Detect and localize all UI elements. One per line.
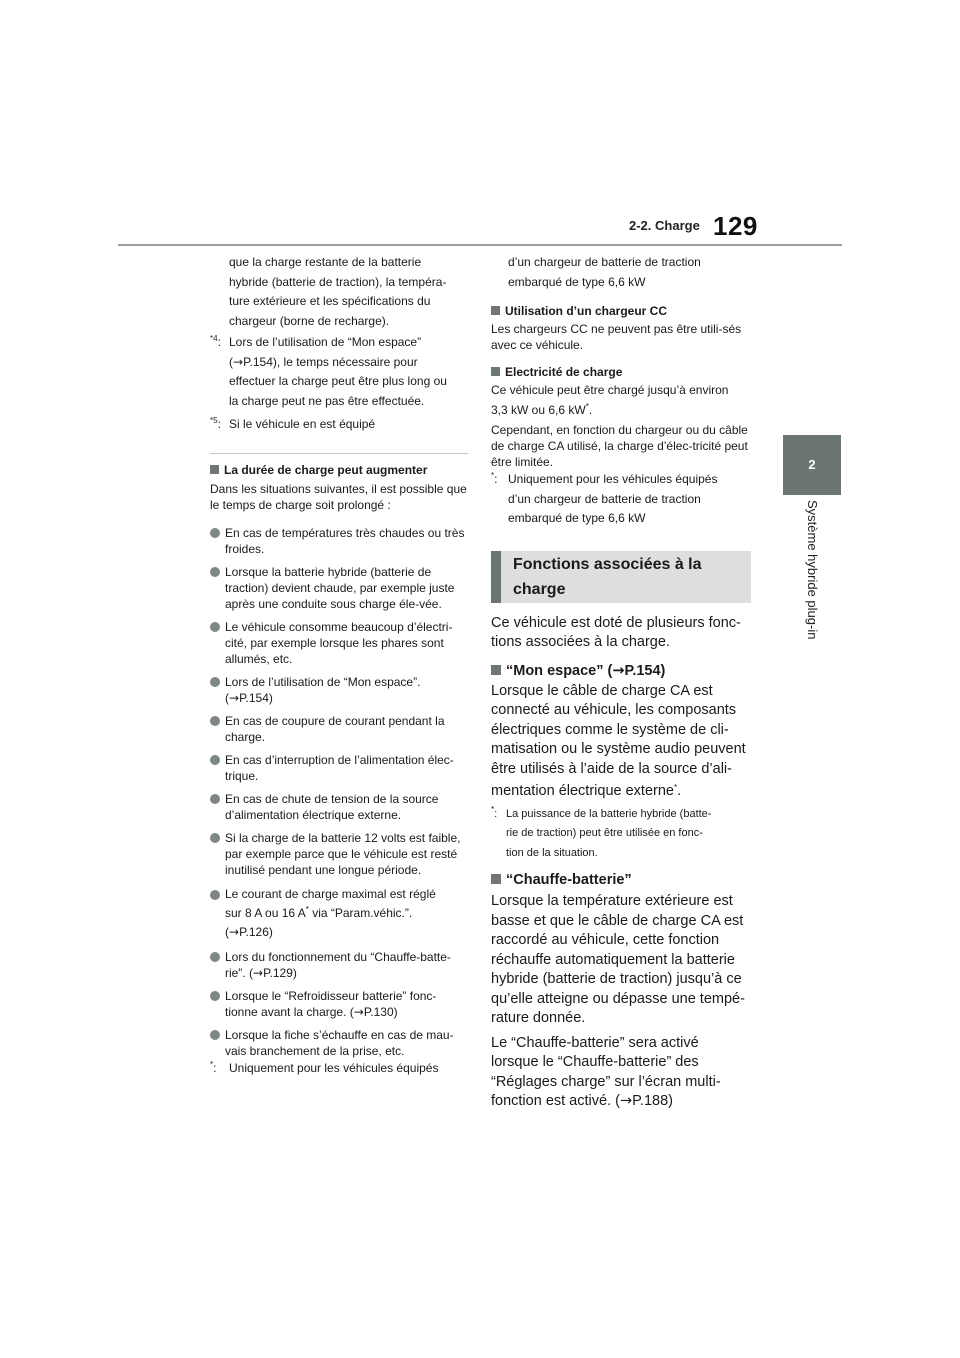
bullet-dot-icon [210,622,220,632]
footnote-5 [210,415,468,435]
section-intro: Dans les situations suivantes, il est possible que le temps de charge soit prolongé : [210,481,467,512]
bullet-dot-icon [210,716,220,726]
list-item: Lorsque la fiche s’échauffe en cas de mau-vais branchement de la prise, etc. [210,1027,468,1059]
paragraph [491,1034,751,1112]
list-item: En cas de températures très chaudes ou très froides. [210,525,468,557]
text-line: Lors de l’utilisation de “Mon espace” [229,335,422,349]
text-line: chargeur (borne de recharge). [229,313,390,328]
text-line: lorsque le “Chauffe-batterie” des [491,1054,699,1070]
text-line: rie de traction) peut être utilisée en fonc- [506,827,703,839]
footnote-star [491,805,751,864]
text-line: Ce véhicule est doté de plusieurs fonc- [491,614,741,631]
list-item: Lorsque la batterie hybride (batterie de traction) devient chaude, par exemple juste après une conduite sous charge éle-vée. [210,564,468,612]
bullet-dot-icon [210,833,220,843]
footnote-star [210,1059,468,1079]
list-item: En cas de chute de tension de la source d’alimentation électrique externe. [210,791,468,823]
intro-paragraph [491,614,751,653]
bullet-dot-icon [210,567,220,577]
square-bullet-icon [491,306,500,315]
paragraph: Les chargeurs CC ne peuvent pas être utili-sés avec ce véhicule. [491,322,742,352]
text-line: électriques comme le système de cli- [491,721,729,738]
text-line: Ce véhicule peut être chargé jusqu’à environ [491,383,729,397]
text-line: embarqué de type 6,6 kW [508,511,646,525]
text-line: Lorsque la température extérieure est [491,893,733,909]
square-bullet-icon [491,665,501,675]
text-line: hybride (batterie de traction) jusqu’à ce [491,971,742,987]
header-rule [118,244,842,246]
text-line: qu’elle atteigne ou dépasse une tempé- [491,990,745,1007]
text-line: matisation ou le système audio peuvent [491,741,746,757]
footnote-marker: *: [491,471,498,486]
text-line: effectuer la charge peut être plus long ou [229,374,447,388]
page-number: 129 [713,211,758,241]
arrow-icon: → [229,924,240,939]
list-item: Le véhicule consomme beaucoup d’électri-cité, par exemple lorsque les phares sont allumés, etc. [210,619,468,667]
text-line: basse et que le câble de charge CA est [491,912,744,929]
paragraph: Cependant, en fonction du chargeur ou du câble de charge CA utilisé, la charge d’élec-tricité peut être limitée. [491,423,748,469]
bullet-dot-icon [210,991,220,1001]
square-bullet-icon [210,465,219,474]
continued-note [210,253,468,331]
list-item: Si la charge de la batterie 12 volts est faible, par exemple parce que le véhicule est resté inutilisé pendant une longue période. [210,830,468,878]
footnote-marker: *: [491,804,498,820]
section-heading: La durée de charge peut augmenter [210,462,468,478]
chapter-title: Système hybride plug-in [805,500,820,640]
paragraph [491,682,751,802]
text-line: La puissance de la batterie hybride (batte- [506,807,712,820]
text-line: ture extérieure et les spécifications du [229,294,431,308]
list-item: Lors du fonctionnement du “Chauffe-batte-rie”. (→P.129) [210,949,468,981]
text-line: Lorsque le câble de charge CA est [491,682,713,699]
section-label: 2-2. Charge [629,218,700,233]
section-title: Fonctions associées à la [513,555,702,573]
list-item: Lorsque le “Refroidisseur batterie” fonc-tionne avant la charge. (→P.130) [210,988,468,1020]
text-line: Uniquement pour les véhicules équipés [229,1060,439,1075]
footnote-star [491,470,751,529]
bullet-dot-icon [210,677,220,687]
text-line: 3,3 kW ou 6,6 kW*. [491,401,593,417]
bullet-dot-icon [210,528,220,538]
text-line: tions associées à la charge. [491,634,670,650]
continued-note [491,253,751,292]
section-title-box [491,551,751,603]
text-line: Si le véhicule en est équipé [229,417,376,431]
bullet-dot-icon [210,1030,220,1040]
bullet-dot-icon [210,794,220,804]
text-line: d’un chargeur de batterie de traction [508,491,701,506]
chapter-tab: 2 [783,435,841,495]
list-item: En cas de coupure de courant pendant la charge. [210,713,468,745]
subsection-heading: “Mon espace” (→P.154) [491,662,751,681]
text-line: d’un chargeur de batterie de traction [508,255,701,269]
text-line: (→P.154), le temps nécessaire pour [229,354,418,369]
subsection-heading: “Chauffe-batterie” [491,871,751,890]
text-line: fonction est activé. (→P.188) [491,1093,673,1109]
text-line: connecté au véhicule, les composants [491,702,737,718]
footnote-4 [210,333,468,411]
section-heading: Utilisation d’un chargeur CC [491,303,751,319]
text-line: être utilisés à l’aide de la source d’ali- [491,760,732,777]
text-line: raccordé au véhicule, cette fonction [491,932,720,948]
text-line: la charge peut ne pas être effectuée. [229,393,425,408]
arrow-icon: → [253,965,264,980]
footnote-marker: $^{*4}$: [210,334,221,349]
text-line: tion de la situation. [506,846,598,859]
divider [210,453,468,454]
footnote-marker: *: [210,1059,217,1075]
arrow-icon: → [619,1093,633,1109]
section-heading: Electricité de charge [491,364,751,380]
arrow-icon: → [353,1004,364,1019]
text-line: que la charge restante de la batterie [229,255,422,269]
footnote-marker: $^{*5}$: [210,416,221,431]
text-line: embarqué de type 6,6 kW [508,274,646,289]
text-line: Le “Chauffe-batterie” sera activé [491,1034,699,1051]
text-line: réchauffe automatiquement la batterie [491,951,735,968]
square-bullet-icon [491,874,501,884]
list-item: Le courant de charge maximal est réglé sur 8 A ou 16 A* via “Param.véhic.”. (→P.126) [210,885,468,942]
left-column [210,253,468,1078]
bullet-dot-icon [210,952,220,962]
text-line: Uniquement pour les véhicules équipés [508,472,718,486]
bullet-dot-icon [210,890,220,900]
bullet-dot-icon [210,755,220,765]
text-line: rature donnée. [491,1010,586,1026]
right-column [491,253,751,1112]
square-bullet-icon [491,367,500,376]
paragraph [491,892,751,1029]
arrow-icon: → [612,662,625,679]
text-line: hybride (batterie de traction), la tempéra- [229,274,447,289]
arrow-icon: → [233,354,244,369]
section-title: charge [513,580,566,598]
arrow-icon: → [229,690,240,705]
list-item: Lors de l’utilisation de “Mon espace”. (→P.154) [210,674,468,706]
text-line: “Réglages charge” sur l’écran multi- [491,1073,721,1090]
paragraph [491,381,751,420]
text-line: mentation électrique externe*. [491,783,682,799]
list-item: En cas d’interruption de l’alimentation élec-trique. [210,752,468,784]
